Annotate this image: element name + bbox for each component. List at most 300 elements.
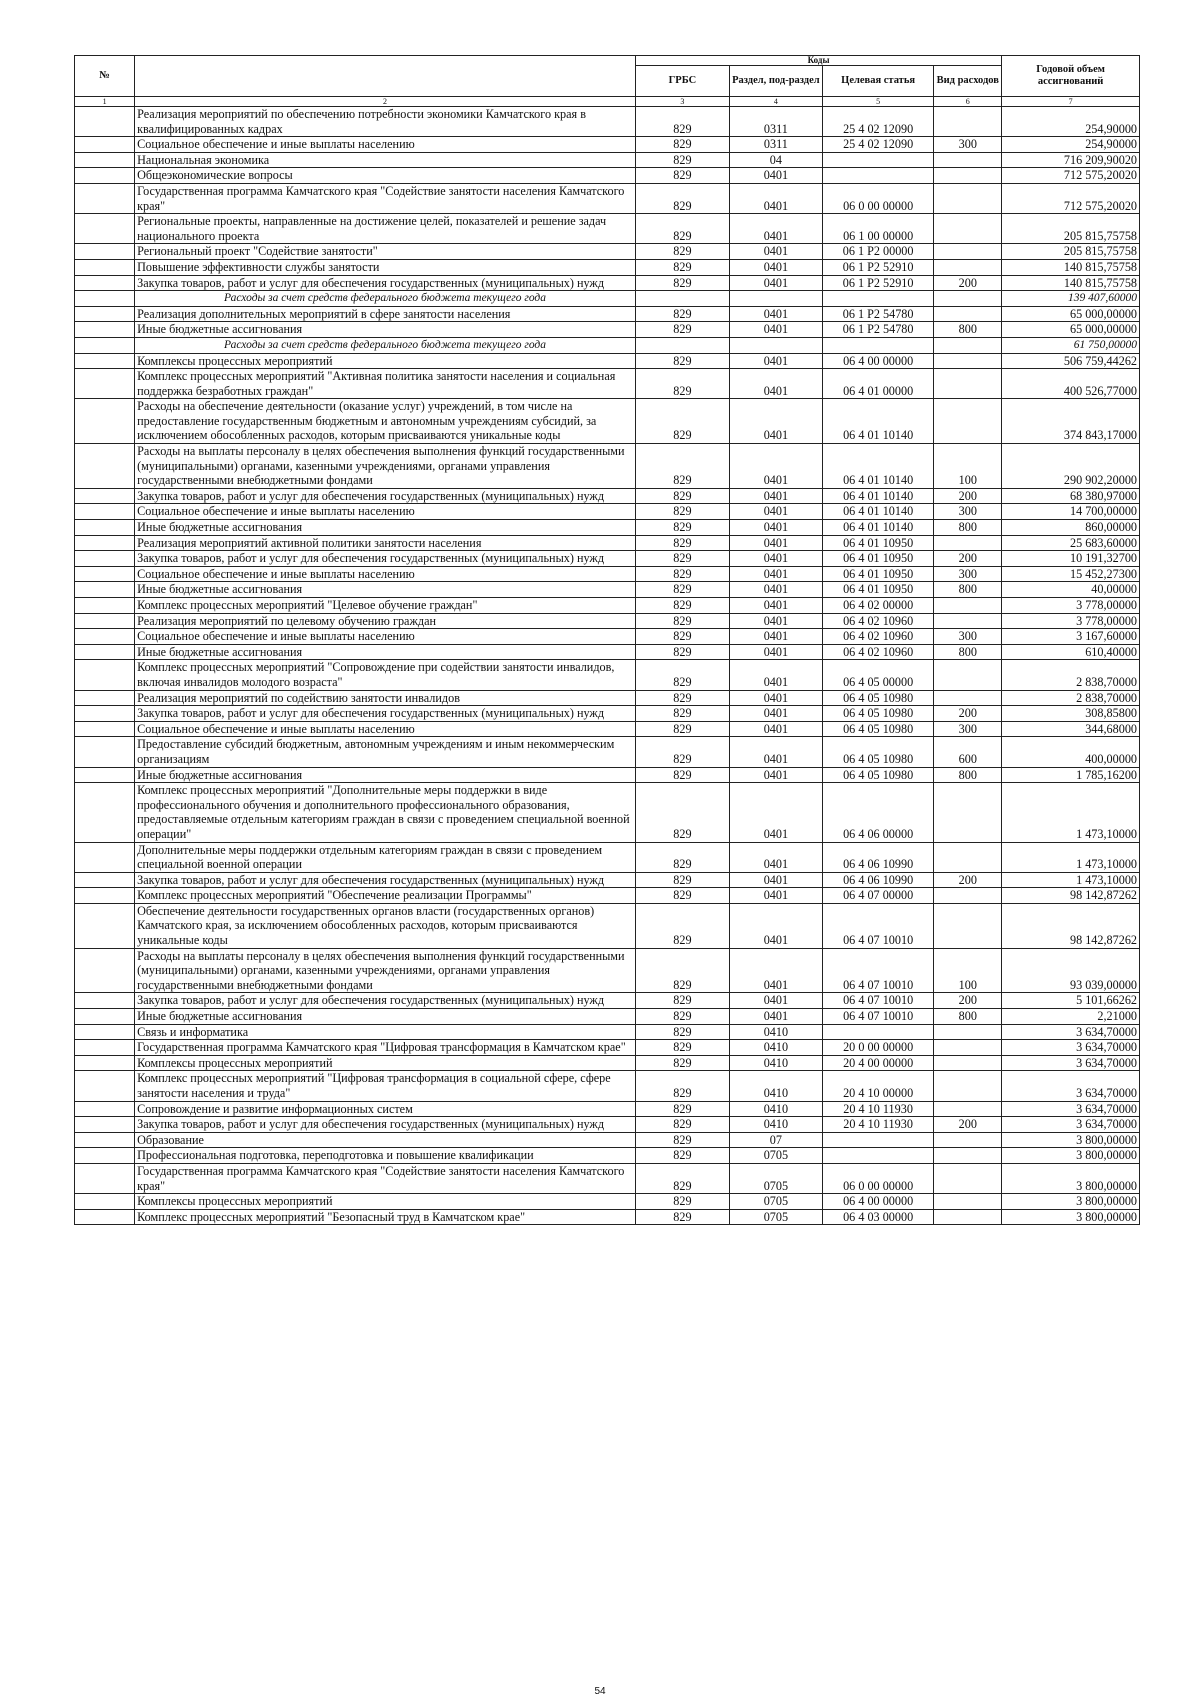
row-name-cell: Реализация мероприятий по содействию занятости инвалидов xyxy=(135,690,636,706)
row-razdel-cell: 0401 xyxy=(729,214,822,244)
row-name-cell: Национальная экономика xyxy=(135,152,636,168)
row-number-cell xyxy=(75,488,135,504)
row-vr-cell xyxy=(934,183,1002,213)
row-name-cell: Комплексы процессных мероприятий xyxy=(135,1194,636,1210)
row-vr-cell: 300 xyxy=(934,504,1002,520)
table-row xyxy=(75,520,1140,536)
table-row xyxy=(75,275,1140,291)
row-number-cell xyxy=(75,767,135,783)
row-name-cell: Расходы за счет средств федерального бюджета текущего года xyxy=(135,291,636,307)
row-vr-cell: 100 xyxy=(934,444,1002,489)
table-row xyxy=(75,488,1140,504)
row-razdel-cell: 0311 xyxy=(729,137,822,153)
row-sum-cell: 3 800,00000 xyxy=(1002,1209,1140,1225)
row-name-cell: Сопровождение и развитие информационных систем xyxy=(135,1101,636,1117)
row-grbs-cell: 829 xyxy=(635,275,729,291)
row-vr-cell: 200 xyxy=(934,488,1002,504)
table-row xyxy=(75,1117,1140,1133)
row-csr-cell: 06 4 07 00000 xyxy=(822,888,934,904)
row-grbs-cell: 829 xyxy=(635,488,729,504)
row-grbs-cell: 829 xyxy=(635,322,729,338)
table-row xyxy=(75,767,1140,783)
row-razdel-cell: 0401 xyxy=(729,444,822,489)
row-csr-cell: 06 4 07 10010 xyxy=(822,903,934,948)
row-grbs-cell: 829 xyxy=(635,399,729,444)
row-number-cell xyxy=(75,903,135,948)
row-number-cell xyxy=(75,259,135,275)
row-sum-cell: 1 473,10000 xyxy=(1002,872,1140,888)
table-row xyxy=(75,872,1140,888)
row-sum-cell: 25 683,60000 xyxy=(1002,535,1140,551)
row-name-cell: Иные бюджетные ассигнования xyxy=(135,644,636,660)
row-number-cell xyxy=(75,551,135,567)
index-cell: 6 xyxy=(934,97,1002,107)
row-name-cell: Социальное обеспечение и иные выплаты населению xyxy=(135,721,636,737)
row-razdel-cell: 0410 xyxy=(729,1024,822,1040)
row-csr-cell: 06 4 02 10960 xyxy=(822,644,934,660)
row-razdel-cell: 0401 xyxy=(729,842,822,872)
row-number-cell xyxy=(75,291,135,307)
row-vr-cell: 800 xyxy=(934,322,1002,338)
row-number-cell xyxy=(75,369,135,399)
row-grbs-cell xyxy=(635,337,729,353)
page-number: 54 xyxy=(594,1686,606,1697)
row-razdel-cell: 0401 xyxy=(729,598,822,614)
row-grbs-cell: 829 xyxy=(635,1101,729,1117)
table-row xyxy=(75,903,1140,948)
row-number-cell xyxy=(75,444,135,489)
row-name-cell: Государственная программа Камчатского края "Содействие занятости населения Камчатского края" xyxy=(135,1163,636,1193)
row-grbs-cell: 829 xyxy=(635,582,729,598)
row-vr-cell xyxy=(934,613,1002,629)
row-grbs-cell: 829 xyxy=(635,888,729,904)
row-name-cell: Реализация дополнительных мероприятий в сфере занятости населения xyxy=(135,306,636,322)
row-csr-cell xyxy=(822,1148,934,1164)
row-name-cell: Комплекс процессных мероприятий "Активная политика занятости населения и социальная поддержка безработных граждан" xyxy=(135,369,636,399)
row-sum-cell: 290 902,20000 xyxy=(1002,444,1140,489)
row-csr-cell: 20 4 00 00000 xyxy=(822,1055,934,1071)
row-number-cell xyxy=(75,399,135,444)
row-vr-cell xyxy=(934,168,1002,184)
row-csr-cell: 20 4 10 00000 xyxy=(822,1071,934,1101)
row-csr-cell: 06 4 06 10990 xyxy=(822,872,934,888)
row-sum-cell: 712 575,20020 xyxy=(1002,168,1140,184)
row-vr-cell xyxy=(934,369,1002,399)
row-grbs-cell: 829 xyxy=(635,690,729,706)
row-grbs-cell: 829 xyxy=(635,872,729,888)
row-number-cell xyxy=(75,842,135,872)
row-number-cell xyxy=(75,1194,135,1210)
table-row xyxy=(75,322,1140,338)
row-sum-cell: 374 843,17000 xyxy=(1002,399,1140,444)
row-number-cell xyxy=(75,183,135,213)
header-csr: Целевая статья xyxy=(822,66,934,97)
row-sum-cell: 3 800,00000 xyxy=(1002,1163,1140,1193)
row-grbs-cell: 829 xyxy=(635,1071,729,1101)
table-row xyxy=(75,690,1140,706)
row-vr-cell: 800 xyxy=(934,767,1002,783)
table-row xyxy=(75,842,1140,872)
row-grbs-cell: 829 xyxy=(635,353,729,369)
index-cell: 5 xyxy=(822,97,934,107)
row-name-cell: Закупка товаров, работ и услуг для обеспечения государственных (муниципальных) нужд xyxy=(135,993,636,1009)
row-sum-cell: 68 380,97000 xyxy=(1002,488,1140,504)
row-grbs-cell: 829 xyxy=(635,1163,729,1193)
row-csr-cell: 06 4 01 10950 xyxy=(822,535,934,551)
row-razdel-cell: 0401 xyxy=(729,520,822,536)
row-name-cell: Закупка товаров, работ и услуг для обеспечения государственных (муниципальных) нужд xyxy=(135,1117,636,1133)
row-vr-cell xyxy=(934,1071,1002,1101)
row-csr-cell xyxy=(822,152,934,168)
row-grbs-cell: 829 xyxy=(635,1148,729,1164)
row-razdel-cell: 0401 xyxy=(729,504,822,520)
table-row xyxy=(75,152,1140,168)
row-csr-cell: 06 4 05 00000 xyxy=(822,660,934,690)
table-row xyxy=(75,1040,1140,1056)
row-number-cell xyxy=(75,1071,135,1101)
row-vr-cell xyxy=(934,1194,1002,1210)
table-row xyxy=(75,1071,1140,1101)
table-row xyxy=(75,888,1140,904)
table-row xyxy=(75,535,1140,551)
row-razdel-cell: 0401 xyxy=(729,629,822,645)
row-grbs-cell: 829 xyxy=(635,1209,729,1225)
row-name-cell: Комплекс процессных мероприятий "Безопасный труд в Камчатском крае" xyxy=(135,1209,636,1225)
row-name-cell: Социальное обеспечение и иные выплаты населению xyxy=(135,629,636,645)
row-name-cell: Повышение эффективности службы занятости xyxy=(135,259,636,275)
row-csr-cell: 20 4 10 11930 xyxy=(822,1101,934,1117)
row-name-cell: Комплекс процессных мероприятий "Обеспечение реализации Программы" xyxy=(135,888,636,904)
table-row xyxy=(75,582,1140,598)
row-sum-cell: 3 800,00000 xyxy=(1002,1132,1140,1148)
row-razdel-cell: 0401 xyxy=(729,353,822,369)
table-row xyxy=(75,369,1140,399)
row-name-cell: Социальное обеспечение и иные выплаты населению xyxy=(135,137,636,153)
row-number-cell xyxy=(75,137,135,153)
row-razdel-cell: 0401 xyxy=(729,706,822,722)
row-csr-cell: 06 4 01 10140 xyxy=(822,504,934,520)
row-csr-cell xyxy=(822,291,934,307)
row-csr-cell: 06 4 05 10980 xyxy=(822,706,934,722)
row-grbs-cell: 829 xyxy=(635,1132,729,1148)
row-sum-cell: 3 167,60000 xyxy=(1002,629,1140,645)
row-number-cell xyxy=(75,520,135,536)
row-name-cell: Закупка товаров, работ и услуг для обеспечения государственных (муниципальных) нужд xyxy=(135,275,636,291)
row-name-cell: Региональные проекты, направленные на достижение целей, показателей и решение задач национального проекта xyxy=(135,214,636,244)
row-razdel-cell: 0401 xyxy=(729,888,822,904)
row-grbs-cell: 829 xyxy=(635,903,729,948)
row-sum-cell: 716 209,90020 xyxy=(1002,152,1140,168)
table-row xyxy=(75,1055,1140,1071)
header-name xyxy=(135,56,636,97)
row-sum-cell: 3 634,70000 xyxy=(1002,1071,1140,1101)
row-razdel-cell: 0401 xyxy=(729,259,822,275)
row-name-cell: Общеэкономические вопросы xyxy=(135,168,636,184)
header-razdel: Раздел, под-раздел xyxy=(729,66,822,97)
row-name-cell: Дополнительные меры поддержки отдельным категориям граждан в связи с проведением специальной военной операции xyxy=(135,842,636,872)
row-csr-cell: 06 4 05 10980 xyxy=(822,737,934,767)
row-razdel-cell: 0410 xyxy=(729,1055,822,1071)
row-grbs-cell: 829 xyxy=(635,1194,729,1210)
row-csr-cell: 06 1 P2 54780 xyxy=(822,322,934,338)
row-razdel-cell: 0401 xyxy=(729,551,822,567)
row-razdel-cell: 0401 xyxy=(729,613,822,629)
row-grbs-cell: 829 xyxy=(635,721,729,737)
row-grbs-cell: 829 xyxy=(635,613,729,629)
row-sum-cell: 3 634,70000 xyxy=(1002,1055,1140,1071)
row-razdel-cell: 0705 xyxy=(729,1209,822,1225)
row-grbs-cell: 829 xyxy=(635,1117,729,1133)
row-sum-cell: 65 000,00000 xyxy=(1002,322,1140,338)
row-sum-cell: 2 838,70000 xyxy=(1002,690,1140,706)
row-name-cell: Иные бюджетные ассигнования xyxy=(135,767,636,783)
row-vr-cell: 300 xyxy=(934,721,1002,737)
row-sum-cell: 3 800,00000 xyxy=(1002,1194,1140,1210)
row-vr-cell: 200 xyxy=(934,993,1002,1009)
row-csr-cell: 06 4 05 10980 xyxy=(822,721,934,737)
row-vr-cell xyxy=(934,660,1002,690)
row-number-cell xyxy=(75,737,135,767)
row-vr-cell xyxy=(934,598,1002,614)
row-csr-cell: 06 4 01 10140 xyxy=(822,444,934,489)
row-sum-cell: 93 039,00000 xyxy=(1002,948,1140,993)
row-csr-cell: 06 4 07 10010 xyxy=(822,948,934,993)
row-sum-cell: 2 838,70000 xyxy=(1002,660,1140,690)
row-sum-cell: 140 815,75758 xyxy=(1002,259,1140,275)
row-name-cell: Иные бюджетные ассигнования xyxy=(135,1009,636,1025)
row-razdel-cell: 0401 xyxy=(729,783,822,842)
row-sum-cell: 400,00000 xyxy=(1002,737,1140,767)
index-cell: 1 xyxy=(75,97,135,107)
row-razdel-cell: 0401 xyxy=(729,488,822,504)
row-grbs-cell: 829 xyxy=(635,783,729,842)
row-grbs-cell: 829 xyxy=(635,1009,729,1025)
row-number-cell xyxy=(75,1009,135,1025)
row-number-cell xyxy=(75,1040,135,1056)
row-vr-cell: 200 xyxy=(934,706,1002,722)
row-razdel-cell: 0401 xyxy=(729,275,822,291)
row-name-cell: Обеспечение деятельности государственных органов власти (государственных органов) Камчатского края, за исключением обособленных расходов, которым присваиваются уникальные коды xyxy=(135,903,636,948)
row-razdel-cell: 0311 xyxy=(729,107,822,137)
row-sum-cell: 2,21000 xyxy=(1002,1009,1140,1025)
row-razdel-cell: 0401 xyxy=(729,1009,822,1025)
row-name-cell: Комплекс процессных мероприятий "Целевое обучение граждан" xyxy=(135,598,636,614)
row-number-cell xyxy=(75,888,135,904)
row-razdel-cell: 0705 xyxy=(729,1194,822,1210)
row-sum-cell: 14 700,00000 xyxy=(1002,504,1140,520)
table-row xyxy=(75,1163,1140,1193)
row-grbs-cell: 829 xyxy=(635,948,729,993)
row-grbs-cell: 829 xyxy=(635,137,729,153)
row-name-cell: Государственная программа Камчатского края "Цифровая трансформация в Камчатском крае" xyxy=(135,1040,636,1056)
row-number-cell xyxy=(75,660,135,690)
table-row xyxy=(75,737,1140,767)
row-sum-cell: 712 575,20020 xyxy=(1002,183,1140,213)
row-csr-cell: 06 4 02 00000 xyxy=(822,598,934,614)
row-csr-cell: 06 4 01 10950 xyxy=(822,551,934,567)
row-name-cell: Социальное обеспечение и иные выплаты населению xyxy=(135,566,636,582)
header-num: № xyxy=(75,56,135,97)
row-name-cell: Закупка товаров, работ и услуг для обеспечения государственных (муниципальных) нужд xyxy=(135,706,636,722)
row-csr-cell: 06 4 01 10950 xyxy=(822,582,934,598)
row-csr-cell: 20 4 10 11930 xyxy=(822,1117,934,1133)
row-vr-cell xyxy=(934,306,1002,322)
row-sum-cell: 10 191,32700 xyxy=(1002,551,1140,567)
row-csr-cell: 06 1 P2 00000 xyxy=(822,244,934,260)
row-csr-cell: 06 4 02 10960 xyxy=(822,613,934,629)
row-csr-cell: 06 4 02 10960 xyxy=(822,629,934,645)
row-grbs-cell: 829 xyxy=(635,551,729,567)
row-number-cell xyxy=(75,353,135,369)
row-grbs-cell: 829 xyxy=(635,566,729,582)
row-csr-cell: 06 4 00 00000 xyxy=(822,353,934,369)
row-vr-cell xyxy=(934,152,1002,168)
row-name-cell: Реализация мероприятий по целевому обучению граждан xyxy=(135,613,636,629)
row-grbs-cell: 829 xyxy=(635,598,729,614)
row-razdel-cell: 0401 xyxy=(729,369,822,399)
row-vr-cell: 300 xyxy=(934,629,1002,645)
row-number-cell xyxy=(75,706,135,722)
row-vr-cell xyxy=(934,291,1002,307)
row-csr-cell xyxy=(822,168,934,184)
row-name-cell: Иные бюджетные ассигнования xyxy=(135,322,636,338)
row-number-cell xyxy=(75,1117,135,1133)
row-sum-cell: 3 778,00000 xyxy=(1002,613,1140,629)
row-sum-cell: 3 634,70000 xyxy=(1002,1040,1140,1056)
row-sum-cell: 860,00000 xyxy=(1002,520,1140,536)
row-vr-cell xyxy=(934,888,1002,904)
row-csr-cell: 06 1 00 00000 xyxy=(822,214,934,244)
row-csr-cell: 06 4 00 00000 xyxy=(822,1194,934,1210)
table-row xyxy=(75,214,1140,244)
row-grbs-cell: 829 xyxy=(635,168,729,184)
row-razdel-cell: 0401 xyxy=(729,399,822,444)
row-sum-cell: 3 778,00000 xyxy=(1002,598,1140,614)
table-row xyxy=(75,551,1140,567)
header-grbs: ГРБС xyxy=(635,66,729,97)
row-grbs-cell: 829 xyxy=(635,993,729,1009)
header-codes: Коды xyxy=(635,56,1001,66)
row-csr-cell: 06 0 00 00000 xyxy=(822,183,934,213)
index-row xyxy=(75,97,1140,107)
row-csr-cell xyxy=(822,1024,934,1040)
row-vr-cell xyxy=(934,1163,1002,1193)
row-razdel-cell: 0401 xyxy=(729,872,822,888)
row-vr-cell xyxy=(934,399,1002,444)
row-razdel-cell: 0401 xyxy=(729,322,822,338)
row-name-cell: Комплекс процессных мероприятий "Цифровая трансформация в социальной сфере, сфере занятости населения и труда" xyxy=(135,1071,636,1101)
budget-page xyxy=(74,55,1140,1225)
row-grbs-cell: 829 xyxy=(635,244,729,260)
row-grbs-cell: 829 xyxy=(635,660,729,690)
row-csr-cell: 06 4 07 10010 xyxy=(822,1009,934,1025)
row-sum-cell: 61 750,00000 xyxy=(1002,337,1140,353)
row-csr-cell: 06 4 03 00000 xyxy=(822,1209,934,1225)
row-name-cell: Закупка товаров, работ и услуг для обеспечения государственных (муниципальных) нужд xyxy=(135,488,636,504)
row-grbs-cell: 829 xyxy=(635,306,729,322)
row-razdel-cell: 0401 xyxy=(729,660,822,690)
row-vr-cell xyxy=(934,214,1002,244)
row-sum-cell: 65 000,00000 xyxy=(1002,306,1140,322)
row-grbs-cell: 829 xyxy=(635,520,729,536)
row-csr-cell: 06 1 P2 52910 xyxy=(822,259,934,275)
row-sum-cell: 254,90000 xyxy=(1002,137,1140,153)
row-number-cell xyxy=(75,629,135,645)
header-vr: Вид расходов xyxy=(934,66,1002,97)
row-name-cell: Социальное обеспечение и иные выплаты населению xyxy=(135,504,636,520)
row-number-cell xyxy=(75,168,135,184)
row-csr-cell: 06 4 07 10010 xyxy=(822,993,934,1009)
row-vr-cell xyxy=(934,1024,1002,1040)
row-number-cell xyxy=(75,948,135,993)
row-name-cell: Иные бюджетные ассигнования xyxy=(135,582,636,598)
table-row xyxy=(75,644,1140,660)
row-number-cell xyxy=(75,598,135,614)
row-grbs-cell: 829 xyxy=(635,369,729,399)
row-number-cell xyxy=(75,152,135,168)
row-name-cell: Связь и информатика xyxy=(135,1024,636,1040)
table-row xyxy=(75,107,1140,137)
row-number-cell xyxy=(75,214,135,244)
row-name-cell: Расходы на обеспечение деятельности (оказание услуг) учреждений, в том числе на предоставление государственным бюджетным и автономным учреждениям субсидий, за исключением обособленных расходов, которым присваиваются уникальные коды xyxy=(135,399,636,444)
row-sum-cell: 254,90000 xyxy=(1002,107,1140,137)
row-csr-cell: 06 4 01 10140 xyxy=(822,399,934,444)
row-csr-cell: 20 0 00 00000 xyxy=(822,1040,934,1056)
row-vr-cell xyxy=(934,1055,1002,1071)
row-razdel-cell: 04 xyxy=(729,152,822,168)
row-grbs-cell: 829 xyxy=(635,767,729,783)
row-csr-cell: 06 1 P2 54780 xyxy=(822,306,934,322)
row-csr-cell: 06 4 01 00000 xyxy=(822,369,934,399)
table-row xyxy=(75,353,1140,369)
table-row xyxy=(75,244,1140,260)
table-row xyxy=(75,598,1140,614)
row-vr-cell: 100 xyxy=(934,948,1002,993)
row-sum-cell: 205 815,75758 xyxy=(1002,214,1140,244)
row-razdel-cell: 0401 xyxy=(729,582,822,598)
row-razdel-cell: 0410 xyxy=(729,1101,822,1117)
row-vr-cell: 300 xyxy=(934,566,1002,582)
row-csr-cell: 25 4 02 12090 xyxy=(822,107,934,137)
row-number-cell xyxy=(75,1163,135,1193)
row-razdel-cell: 0401 xyxy=(729,535,822,551)
row-sum-cell: 40,00000 xyxy=(1002,582,1140,598)
row-name-cell: Расходы на выплаты персоналу в целях обеспечения выполнения функций государственными (муниципальными) органами, казенными учреждениями, органами управления государственными внебюджетными фондами xyxy=(135,948,636,993)
row-csr-cell: 06 4 01 10140 xyxy=(822,520,934,536)
table-row xyxy=(75,629,1140,645)
row-number-cell xyxy=(75,721,135,737)
row-csr-cell: 06 1 P2 52910 xyxy=(822,275,934,291)
row-razdel-cell xyxy=(729,291,822,307)
row-vr-cell: 800 xyxy=(934,582,1002,598)
row-number-cell xyxy=(75,644,135,660)
row-grbs-cell: 829 xyxy=(635,259,729,275)
row-vr-cell: 600 xyxy=(934,737,1002,767)
row-sum-cell: 3 634,70000 xyxy=(1002,1101,1140,1117)
row-csr-cell: 25 4 02 12090 xyxy=(822,137,934,153)
table-row xyxy=(75,1194,1140,1210)
row-csr-cell: 06 4 05 10980 xyxy=(822,767,934,783)
row-vr-cell: 300 xyxy=(934,137,1002,153)
row-number-cell xyxy=(75,582,135,598)
row-vr-cell xyxy=(934,353,1002,369)
row-razdel-cell: 0401 xyxy=(729,721,822,737)
row-grbs-cell: 829 xyxy=(635,107,729,137)
row-razdel-cell: 0401 xyxy=(729,306,822,322)
row-name-cell: Государственная программа Камчатского края "Содействие занятости населения Камчатского края" xyxy=(135,183,636,213)
budget-table xyxy=(74,55,1140,1225)
row-sum-cell: 3 800,00000 xyxy=(1002,1148,1140,1164)
